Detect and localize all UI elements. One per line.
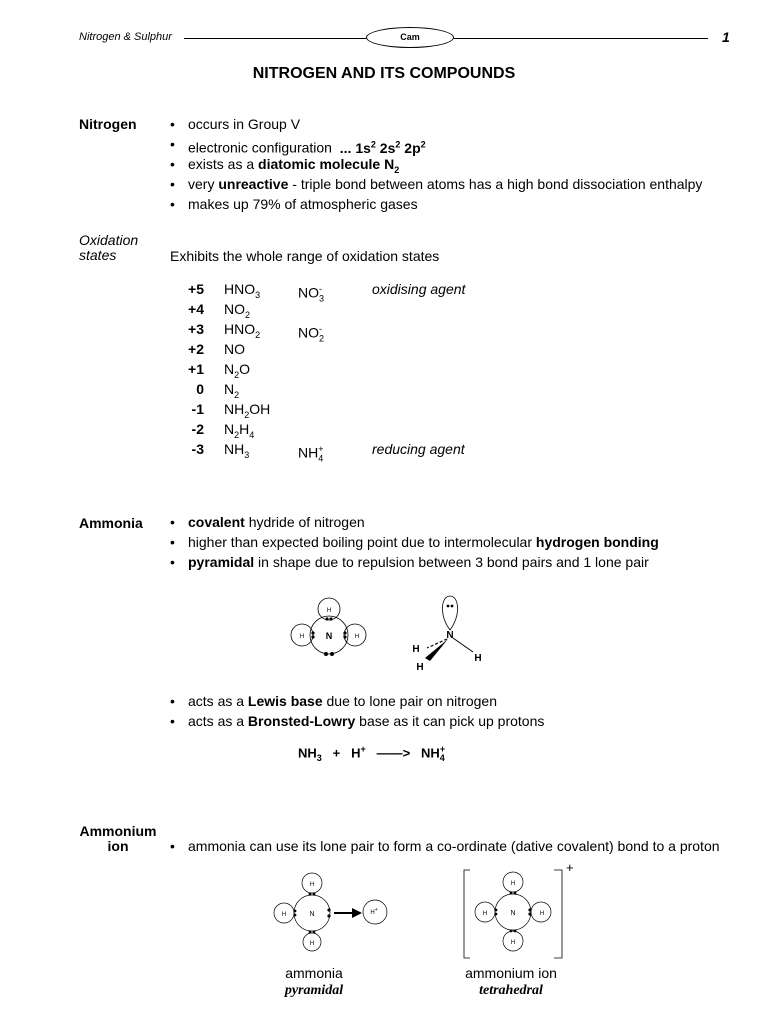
oxidation-table: [170, 279, 500, 464]
atom-label-h: H: [326, 608, 332, 614]
list-item: • electronic configuration ... $1s^2$ $2s^2$ $2p^2$: [170, 134, 702, 154]
compound-formula: $HNO_3$: [224, 281, 261, 300]
compound-formula: $NH_3$: [224, 441, 250, 460]
atom-label-h: H: [412, 644, 420, 655]
table-row: [170, 359, 500, 379]
compound-formula: $N_2O$: [224, 361, 251, 380]
atom-label-h: H: [510, 940, 516, 946]
list-item: • exists as a diatomic molecule $N_2$: [170, 154, 702, 174]
list-item: • makes up 79% of atmospheric gases: [170, 194, 702, 214]
ammonium-bullets: [170, 836, 720, 856]
atom-label-h: H: [510, 881, 516, 887]
header-rule-left: [184, 38, 366, 39]
ion-charge: +: [566, 860, 574, 875]
ion-formula: $NH_4^+$: [298, 444, 324, 464]
atom-label-h: H: [416, 662, 424, 672]
ammonia-dot-cross-diagram: [285, 592, 375, 664]
compound-formula: $N_2$: [224, 381, 240, 400]
table-row: [170, 399, 500, 419]
atom-label-n: N: [446, 630, 454, 641]
table-row: [170, 419, 500, 439]
list-item: • covalent hydride of nitrogen: [170, 512, 659, 532]
atom-label-h: H: [354, 634, 360, 640]
nitrogen-bullets: [170, 114, 702, 214]
caption-ammonia: ammonia: [285, 965, 343, 981]
oxidation-state: +2: [188, 341, 204, 357]
oxidation-intro: Exhibits the whole range of oxidation states: [170, 248, 440, 264]
ion-formula: $NO_3^-$: [298, 284, 325, 304]
ammonia-bullets: [170, 512, 659, 572]
oxidation-state: +1: [188, 361, 204, 377]
proton-label: H+: [370, 907, 378, 916]
oxidation-state: -1: [191, 401, 204, 417]
section-label-ammonium: Ammonium ion: [79, 823, 157, 854]
list-item: • very unreactive - triple bond between atoms has a high bond dissociation enthalpy: [170, 174, 702, 194]
page-number: 1: [722, 29, 730, 45]
atom-label-h: H: [309, 941, 315, 947]
oxidation-state: 0: [196, 381, 204, 397]
list-item: • acts as a Lewis base due to lone pair on nitrogen: [170, 691, 544, 711]
table-row: [170, 339, 500, 359]
oxidation-state: +4: [188, 301, 204, 317]
section-label-nitrogen: Nitrogen: [79, 116, 137, 132]
oxidation-state: -2: [191, 421, 204, 437]
redox-role: oxidising agent: [372, 281, 466, 297]
atom-label-h: H: [482, 911, 488, 917]
list-item: • pyramidal in shape due to repulsion between 3 bond pairs and 1 lone pair: [170, 552, 659, 572]
atom-label-n: N: [309, 911, 315, 918]
table-row: [170, 319, 500, 344]
header-oval-badge: Cam: [366, 27, 454, 48]
compound-formula: $NO_2$: [224, 301, 251, 320]
caption-ammonia-shape: pyramidal: [284, 983, 344, 998]
list-item: • ammonia can use its lone pair to form a co-ordinate (dative covalent) bond to a proton: [170, 836, 720, 856]
oxidation-state: -3: [191, 441, 204, 457]
list-item: • occurs in Group V: [170, 114, 702, 134]
list-item: • higher than expected boiling point due to intermolecular hydrogen bonding: [170, 532, 659, 552]
atom-label-n: N: [325, 631, 333, 641]
table-row: [170, 279, 500, 304]
ion-formula: $NO_2^-$: [298, 324, 325, 344]
header-rule-right: [454, 38, 708, 39]
atom-label-h: H: [299, 634, 305, 640]
ammonia-plus-proton-diagram: [266, 866, 396, 952]
section-label-oxidation: Oxidation states: [79, 232, 139, 263]
list-item: • acts as a Bronsted-Lowry base as it can pick up protons: [170, 711, 544, 731]
page-title: NITROGEN AND ITS COMPOUNDS: [252, 65, 516, 82]
protonation-equation: $NH_3$ + H+ ——> $NH_4^+$: [298, 744, 446, 763]
table-row: [170, 439, 500, 464]
table-row: [170, 379, 500, 399]
compound-formula: $HNO_2$: [224, 321, 261, 340]
compound-formula: NO: [224, 341, 245, 357]
atom-label-h: H: [539, 911, 545, 917]
compound-formula: $N_2H_4$: [224, 421, 255, 440]
atom-label-h: H: [281, 912, 287, 918]
redox-role: reducing agent: [372, 441, 465, 457]
caption-ammonium-ion: ammonium ion: [465, 965, 557, 981]
caption-ammonium-shape: tetrahedral: [479, 983, 543, 998]
table-row: [170, 299, 500, 319]
oxidation-state: +5: [188, 281, 204, 297]
compound-formula: $NH_2OH$: [224, 401, 271, 420]
section-label-ammonia: Ammonia: [79, 515, 143, 531]
ammonia-pyramidal-shape-diagram: [405, 590, 495, 672]
oxidation-state: +3: [188, 321, 204, 337]
atom-label-h: H: [474, 653, 482, 664]
ammonia-base-bullets: [170, 691, 544, 731]
atom-label-n: N: [510, 910, 516, 917]
ammonium-ion-diagram: [458, 860, 578, 960]
atom-label-h: H: [309, 882, 315, 888]
header-section-title: Nitrogen & Sulphur: [79, 31, 172, 43]
